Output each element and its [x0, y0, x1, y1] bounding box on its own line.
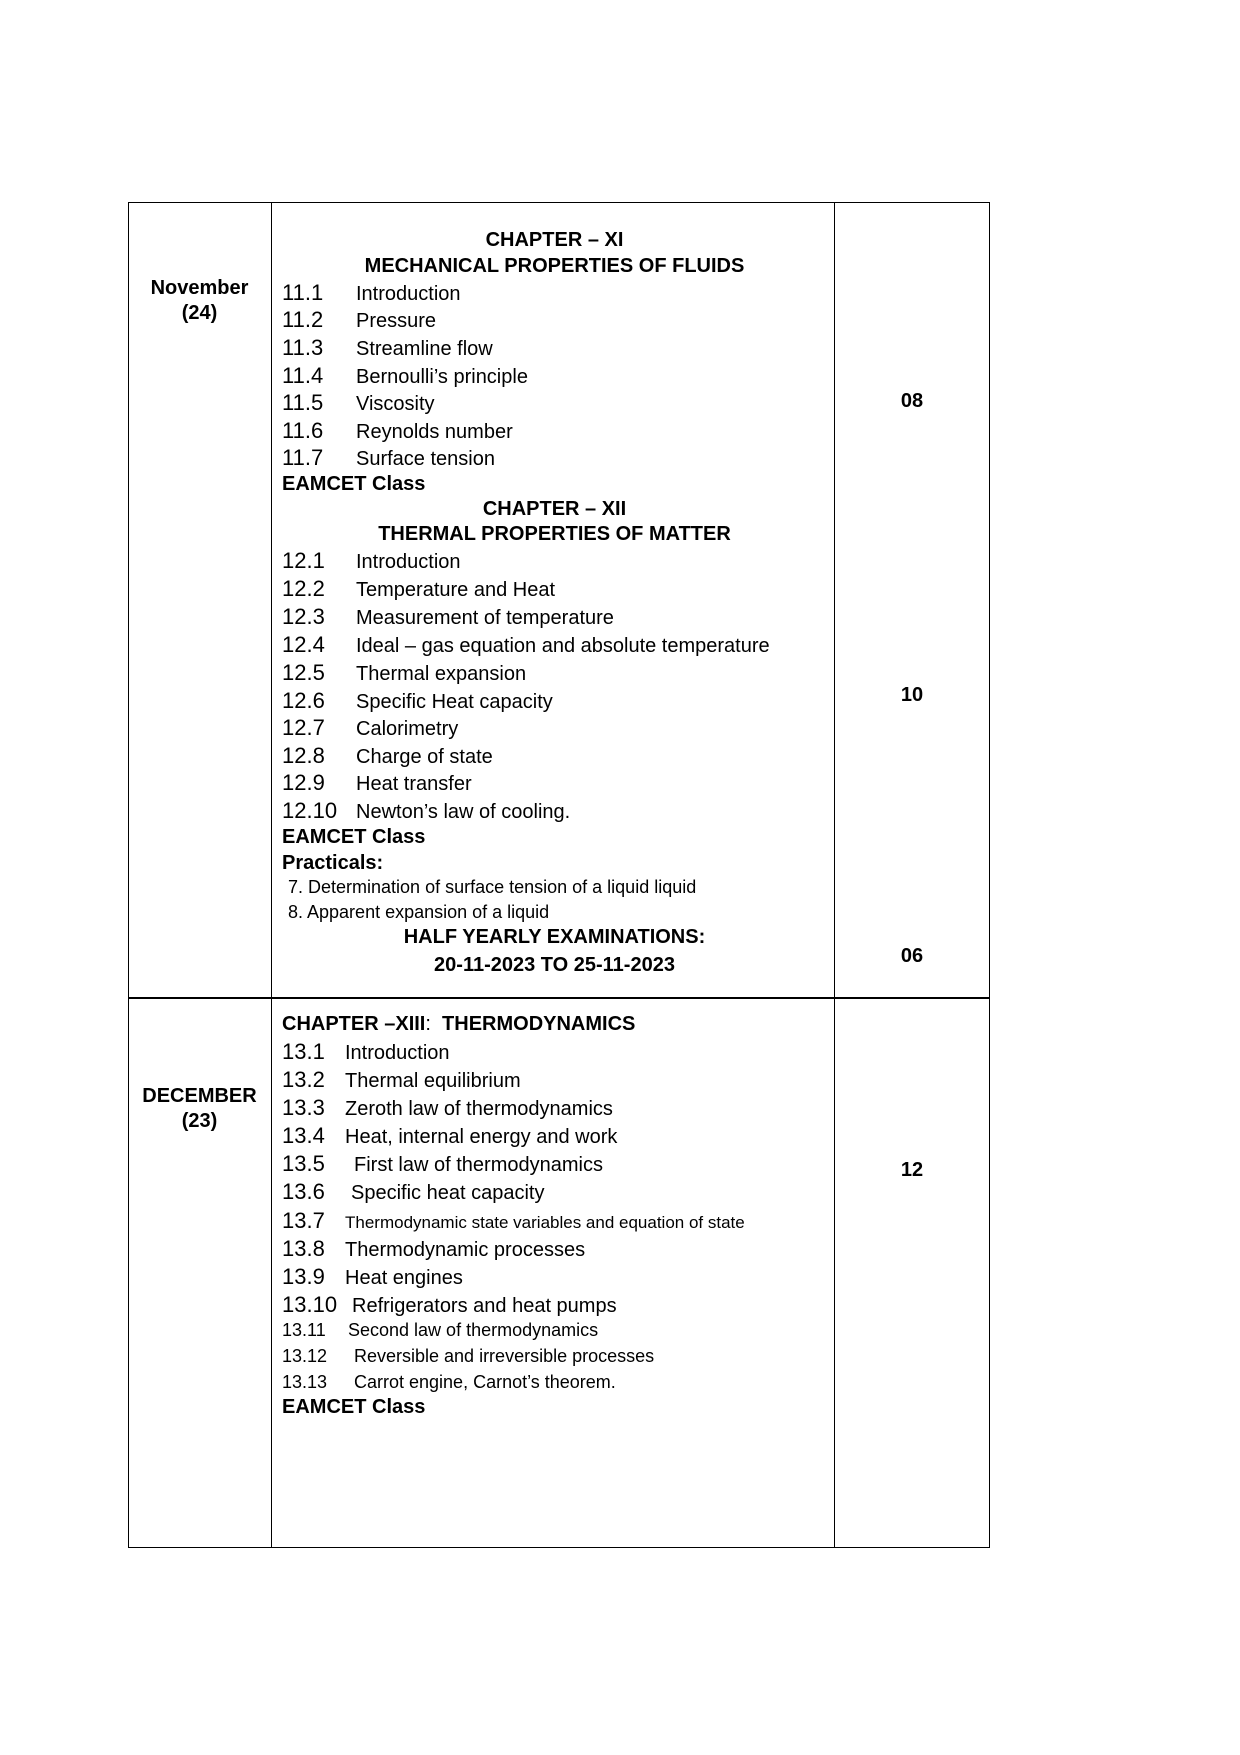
topic-number: 13.7 [282, 1208, 325, 1233]
topic-number: 11.1 [282, 280, 324, 305]
topic-text: Reversible and irreversible processes [354, 1346, 655, 1366]
topic-number: 11.7 [282, 445, 324, 470]
topic-row [282, 632, 770, 659]
topic-number: 11.6 [282, 418, 324, 443]
periods-count: 06 [900, 945, 924, 967]
topic-text: Pressure [356, 310, 437, 332]
topic-text: Thermodynamic processes [345, 1239, 586, 1261]
topic-row [282, 743, 493, 770]
december-content [282, 999, 827, 1547]
topic-text: Zeroth law of thermodynamics [345, 1098, 613, 1120]
topic-row [282, 445, 495, 472]
topic-text: Introduction [345, 1042, 450, 1064]
topic-text: First law of thermodynamics [354, 1154, 603, 1176]
topic-row [282, 1236, 585, 1263]
november-content [282, 202, 827, 997]
topic-row [282, 798, 570, 825]
practical-item: 8. Apparent expansion of a liquid [288, 902, 550, 922]
topic-text: Introduction [356, 283, 461, 305]
topic-text: Heat transfer [356, 773, 472, 795]
chapter-label: CHAPTER –XIII [282, 1013, 426, 1035]
syllabus-table [128, 202, 990, 1548]
topic-text: Streamline flow [356, 338, 493, 360]
topic-row [282, 548, 461, 575]
topic-text: Specific Heat capacity [356, 691, 553, 713]
topic-row [282, 1343, 654, 1369]
topic-number: 12.1 [282, 548, 325, 573]
topic-row [282, 1151, 603, 1178]
topic-text: Heat engines [345, 1267, 463, 1289]
topic-number: 11.2 [282, 307, 324, 332]
topic-number: 11.5 [282, 390, 324, 415]
topic-text: Newton’s law of cooling. [356, 801, 571, 823]
practicals-heading: Practicals: [282, 852, 384, 874]
topic-text: Temperature and Heat [356, 579, 556, 601]
topic-row [282, 418, 513, 445]
topic-row [282, 576, 555, 603]
exam-title: HALF YEARLY EXAMINATIONS: [403, 926, 706, 948]
topic-row [282, 688, 553, 715]
topic-number: 13.1 [282, 1039, 325, 1064]
topic-row [282, 280, 461, 307]
eamcet-class-label: EAMCET Class [282, 826, 426, 848]
month-cell-november [128, 276, 271, 326]
topic-text: Ideal – gas equation and absolute temperature [356, 635, 770, 657]
month-name: DECEMBER [142, 1085, 257, 1107]
topic-text: Measurement of temperature [356, 607, 614, 629]
topic-number: 12.6 [282, 688, 325, 713]
topic-text: Specific heat capacity [351, 1182, 545, 1204]
topic-number: 12.4 [282, 632, 325, 657]
topic-row [282, 604, 614, 631]
topic-number: 13.5 [282, 1151, 325, 1176]
topic-text: Calorimetry [356, 718, 459, 740]
topic-number: 12.3 [282, 604, 325, 629]
topic-row [282, 1369, 616, 1395]
topic-number: 12.5 [282, 660, 325, 685]
topic-row [282, 1317, 598, 1343]
eamcet-class-label: EAMCET Class [282, 473, 426, 495]
chapter-title: THERMODYNAMICS [442, 1013, 636, 1035]
topic-text: Surface tension [356, 448, 495, 470]
topic-row [282, 715, 458, 742]
topic-number: 13.6 [282, 1179, 325, 1204]
topic-text: Thermodynamic state variables and equation of state [345, 1213, 745, 1232]
topic-row [282, 363, 528, 390]
topic-text: Second law of thermodynamics [348, 1320, 599, 1340]
topic-number: 13.9 [282, 1264, 325, 1289]
periods-count: 12 [900, 1159, 924, 1181]
topic-number: 12.2 [282, 576, 325, 601]
topic-row [282, 1067, 521, 1094]
column-divider-1 [271, 202, 272, 1548]
topic-row [282, 770, 472, 797]
topic-number: 12.10 [282, 798, 338, 823]
periods-count: 08 [900, 390, 924, 412]
topic-text: Carrot engine, Carnot’s theorem. [354, 1372, 616, 1392]
topic-row [282, 1095, 613, 1122]
topic-number: 13.2 [282, 1067, 325, 1092]
topic-row [282, 1179, 544, 1206]
topic-text: Refrigerators and heat pumps [352, 1295, 617, 1317]
topic-text: Bernoulli’s principle [356, 366, 528, 388]
topic-number: 13.8 [282, 1236, 325, 1261]
month-days: (24) [181, 302, 218, 324]
topic-number: 11.3 [282, 335, 324, 360]
month-name: November [150, 277, 249, 299]
topic-row [282, 1039, 450, 1066]
topic-row [282, 335, 493, 362]
chapter-heading [282, 1011, 635, 1037]
table-border-left [128, 202, 129, 1548]
topic-text: Thermal expansion [356, 663, 527, 685]
topic-text: Reynolds number [356, 421, 513, 443]
topic-number: 11.4 [282, 363, 324, 388]
topic-number: 13.13 [282, 1372, 328, 1392]
topic-number: 12.7 [282, 715, 325, 740]
month-days: (23) [181, 1110, 218, 1132]
topic-row [282, 1123, 617, 1150]
practical-item: 7. Determination of surface tension of a liquid liquid [288, 877, 697, 897]
chapter-heading: CHAPTER – XI [485, 229, 624, 251]
eamcet-class-label: EAMCET Class [282, 1396, 426, 1418]
topic-number: 13.4 [282, 1123, 325, 1148]
exam-dates: 20-11-2023 TO 25-11-2023 [434, 954, 675, 976]
periods-count: 10 [900, 684, 924, 706]
table-border-bottom [128, 1547, 990, 1548]
topic-row [282, 390, 435, 417]
topic-text: Heat, internal energy and work [345, 1126, 618, 1148]
topic-text: Thermal equilibrium [345, 1070, 521, 1092]
month-cell-december [128, 1084, 271, 1134]
chapter-separator: : [425, 1013, 431, 1035]
topic-row [282, 1292, 617, 1319]
topic-row [282, 660, 526, 687]
topic-number: 13.12 [282, 1346, 328, 1366]
chapter-title: MECHANICAL PROPERTIES OF FLUIDS [364, 255, 745, 277]
topic-number: 12.8 [282, 743, 325, 768]
chapter-title: THERMAL PROPERTIES OF MATTER [378, 523, 731, 545]
topic-text: Introduction [356, 551, 461, 573]
topic-number: 13.10 [282, 1292, 338, 1317]
topic-number: 12.9 [282, 770, 325, 795]
topic-number: 13.3 [282, 1095, 325, 1120]
topic-row [282, 307, 436, 334]
chapter-heading: CHAPTER – XII [482, 498, 627, 520]
topic-text: Viscosity [356, 393, 435, 415]
topic-row [282, 1208, 745, 1236]
topic-text: Charge of state [356, 746, 493, 768]
topic-number: 13.11 [282, 1320, 326, 1340]
topic-row [282, 1264, 463, 1291]
